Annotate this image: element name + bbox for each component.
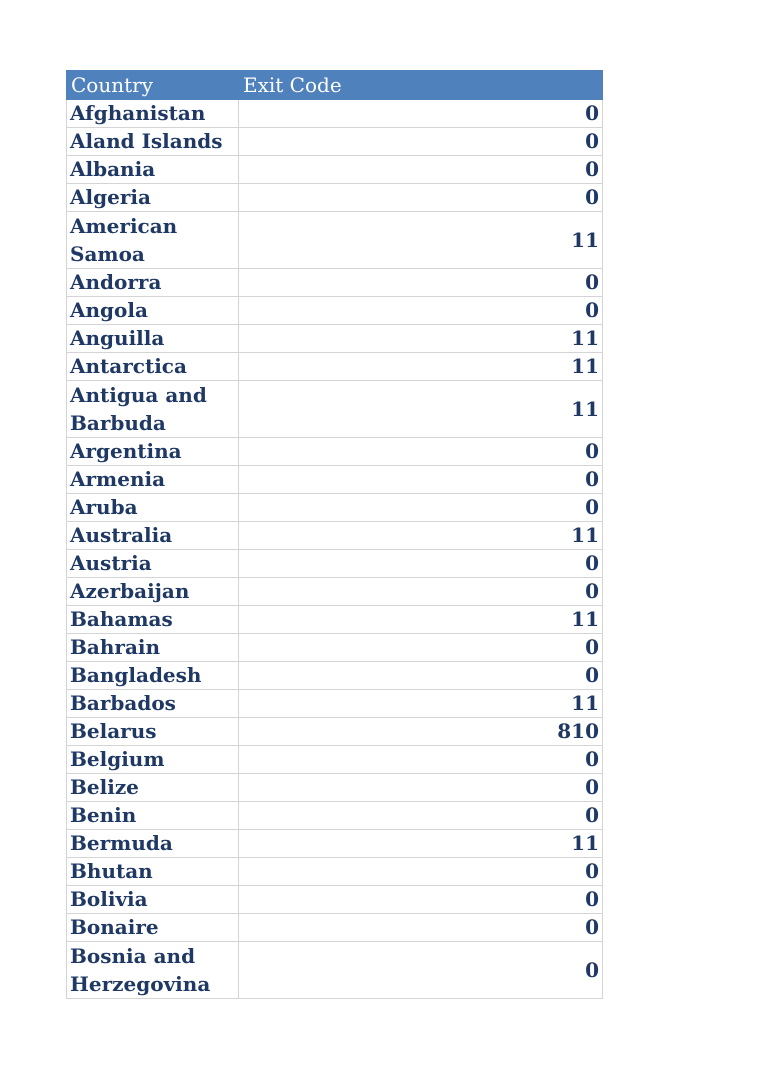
table-row: [67, 269, 603, 297]
exit-code-cell: 11: [239, 606, 603, 634]
country-cell: Bolivia: [67, 886, 239, 914]
country-cell: American Samoa: [67, 212, 239, 269]
exit-code-cell: 0: [239, 550, 603, 578]
header-exit-code: Exit Code: [239, 71, 603, 100]
country-cell: Austria: [67, 550, 239, 578]
exit-code-cell: 0: [239, 662, 603, 690]
table-row: [67, 466, 603, 494]
table-row: [67, 746, 603, 774]
country-cell: Benin: [67, 802, 239, 830]
table-row: [67, 494, 603, 522]
exit-code-cell: 11: [239, 353, 603, 381]
table-row: [67, 942, 603, 999]
exit-code-cell: 0: [239, 914, 603, 942]
country-cell: Belgium: [67, 746, 239, 774]
country-cell: Bangladesh: [67, 662, 239, 690]
country-cell: Armenia: [67, 466, 239, 494]
table-row: [67, 297, 603, 325]
table-row: [67, 438, 603, 466]
table-row: [67, 128, 603, 156]
country-cell: Anguilla: [67, 325, 239, 353]
country-cell: Bahamas: [67, 606, 239, 634]
header-country: Country: [67, 71, 239, 100]
table-row: [67, 886, 603, 914]
exit-code-cell: 0: [239, 802, 603, 830]
exit-code-cell: 810: [239, 718, 603, 746]
country-cell: Antarctica: [67, 353, 239, 381]
country-cell: Aruba: [67, 494, 239, 522]
table-row: [67, 830, 603, 858]
country-cell: Angola: [67, 297, 239, 325]
table-row: [67, 858, 603, 886]
country-cell: Belarus: [67, 718, 239, 746]
table-row: [67, 690, 603, 718]
exit-code-cell: 0: [239, 269, 603, 297]
country-cell: Afghanistan: [67, 100, 239, 128]
table-body: [67, 100, 603, 999]
exit-code-cell: 0: [239, 466, 603, 494]
country-cell: Bonaire: [67, 914, 239, 942]
country-cell: Bahrain: [67, 634, 239, 662]
country-cell: Bosnia and Herzegovina: [67, 942, 239, 999]
table-row: [67, 662, 603, 690]
exit-code-cell: 0: [239, 578, 603, 606]
country-cell: Australia: [67, 522, 239, 550]
country-cell: Bermuda: [67, 830, 239, 858]
table-row: [67, 634, 603, 662]
country-cell: Barbados: [67, 690, 239, 718]
table-row: [67, 578, 603, 606]
exit-code-cell: 0: [239, 858, 603, 886]
table-row: [67, 522, 603, 550]
exit-code-cell: 11: [239, 212, 603, 269]
country-cell: Algeria: [67, 184, 239, 212]
country-cell: Azerbaijan: [67, 578, 239, 606]
table-row: [67, 914, 603, 942]
exit-code-cell: 11: [239, 522, 603, 550]
exit-code-cell: 0: [239, 942, 603, 999]
country-cell: Antigua and Barbuda: [67, 381, 239, 438]
table-row: [67, 100, 603, 128]
country-cell: Andorra: [67, 269, 239, 297]
country-cell: Albania: [67, 156, 239, 184]
country-cell: Argentina: [67, 438, 239, 466]
exit-code-cell: 11: [239, 381, 603, 438]
exit-code-cell: 0: [239, 156, 603, 184]
exit-code-cell: 0: [239, 184, 603, 212]
exit-code-cell: 11: [239, 690, 603, 718]
exit-code-cell: 0: [239, 100, 603, 128]
exit-code-cell: 0: [239, 438, 603, 466]
header-row: [67, 71, 603, 100]
table-row: [67, 353, 603, 381]
table-row: [67, 802, 603, 830]
table-row: [67, 381, 603, 438]
exit-code-cell: 0: [239, 297, 603, 325]
table-row: [67, 550, 603, 578]
exit-code-cell: 11: [239, 325, 603, 353]
exit-code-cell: 11: [239, 830, 603, 858]
table-row: [67, 606, 603, 634]
table-row: [67, 212, 603, 269]
table-row: [67, 718, 603, 746]
country-cell: Aland Islands: [67, 128, 239, 156]
exit-code-table: [66, 70, 603, 999]
table-row: [67, 156, 603, 184]
table-row: [67, 184, 603, 212]
table-row: [67, 325, 603, 353]
table-row: [67, 774, 603, 802]
exit-code-cell: 0: [239, 128, 603, 156]
exit-code-cell: 0: [239, 886, 603, 914]
country-cell: Bhutan: [67, 858, 239, 886]
exit-code-cell: 0: [239, 494, 603, 522]
exit-code-cell: 0: [239, 746, 603, 774]
country-cell: Belize: [67, 774, 239, 802]
exit-code-cell: 0: [239, 774, 603, 802]
exit-code-cell: 0: [239, 634, 603, 662]
